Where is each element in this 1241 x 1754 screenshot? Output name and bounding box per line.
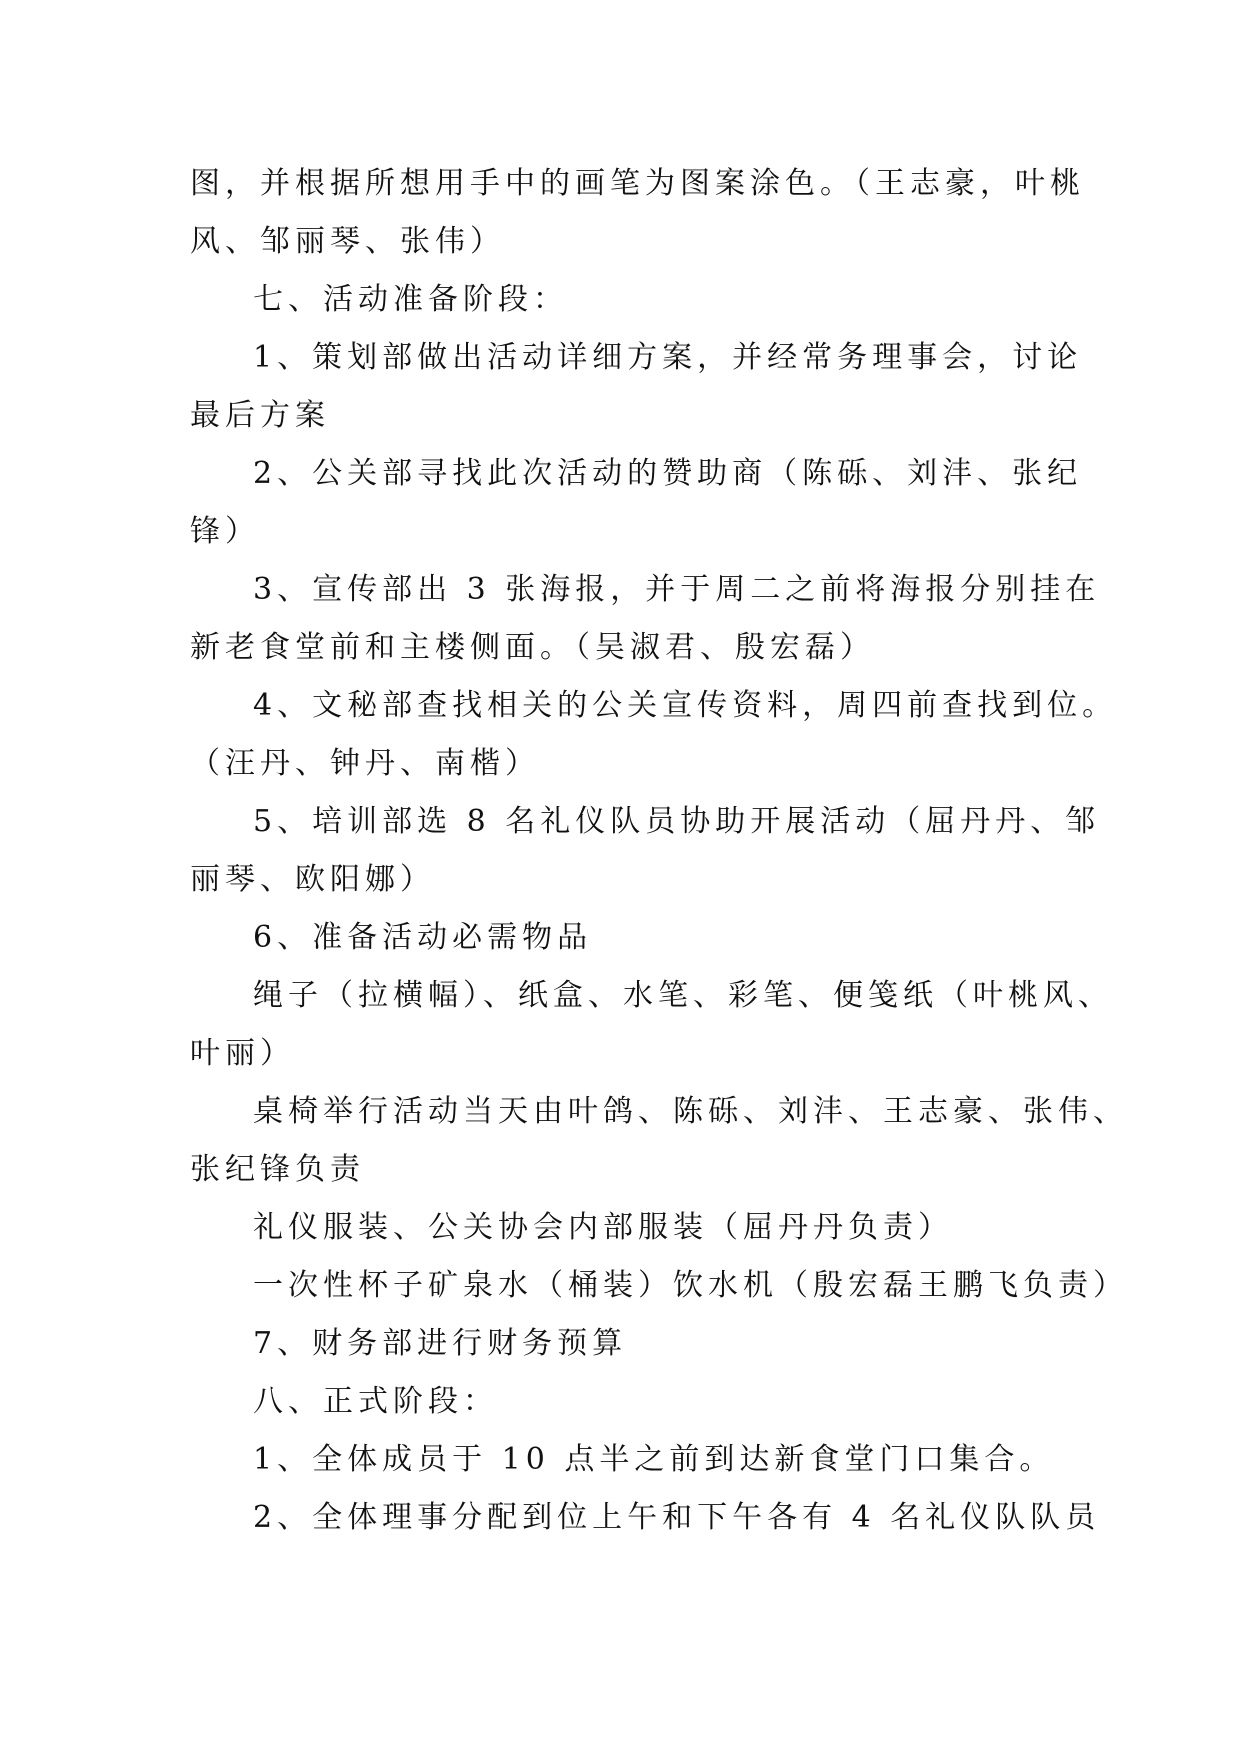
text-line: 叶丽）: [190, 1036, 295, 1071]
text-line: 一次性杯子矿泉水（桶装）饮水机（殷宏磊王鹏飞负责）: [253, 1268, 1128, 1303]
text-line: 锋）: [190, 514, 260, 549]
text-line: 桌椅举行活动当天由叶鸽、陈砾、刘沣、王志豪、张伟、: [253, 1094, 1128, 1129]
text-line: 6、准备活动必需物品: [253, 920, 593, 955]
text-line: 礼仪服装、公关协会内部服装（屈丹丹负责）: [253, 1210, 953, 1245]
text-line: 4、文秘部查找相关的公关宣传资料，周四前查找到位。: [253, 688, 1118, 723]
text-line: 3、宣传部出 3 张海报，并于周二之前将海报分别挂在: [253, 572, 1101, 607]
text-line: 新老食堂前和主楼侧面。（吴淑君、殷宏磊）: [190, 630, 875, 665]
text-line: 丽琴、欧阳娜）: [190, 862, 435, 897]
section-heading: 八、正式阶段：: [253, 1384, 498, 1419]
text-line: 图，并根据所想用手中的画笔为图案涂色。（王志豪，叶桃: [190, 166, 1085, 201]
text-line: 绳子（拉横幅）、纸盒、水笔、彩笔、便笺纸（叶桃风、: [253, 978, 1113, 1013]
section-heading: 七、活动准备阶段：: [253, 282, 568, 317]
text-line: 1、全体成员于 10 点半之前到达新食堂门口集合。: [253, 1442, 1055, 1477]
text-line: 最后方案: [190, 398, 330, 433]
text-line: 5、培训部选 8 名礼仪队员协助开展活动（屈丹丹、邹: [253, 804, 1101, 839]
text-line: 2、公关部寻找此次活动的赞助商（陈砾、刘沣、张纪: [253, 456, 1083, 491]
text-line: 风、邹丽琴、张伟）: [190, 224, 505, 259]
text-line: 张纪锋负责: [190, 1152, 365, 1187]
text-line: 1、策划部做出活动详细方案，并经常务理事会，讨论: [253, 340, 1083, 375]
text-line: 2、全体理事分配到位上午和下午各有 4 名礼仪队队员: [253, 1500, 1101, 1535]
text-line: （汪丹、钟丹、南楷）: [190, 746, 540, 781]
text-line: 7、财务部进行财务预算: [253, 1326, 628, 1361]
